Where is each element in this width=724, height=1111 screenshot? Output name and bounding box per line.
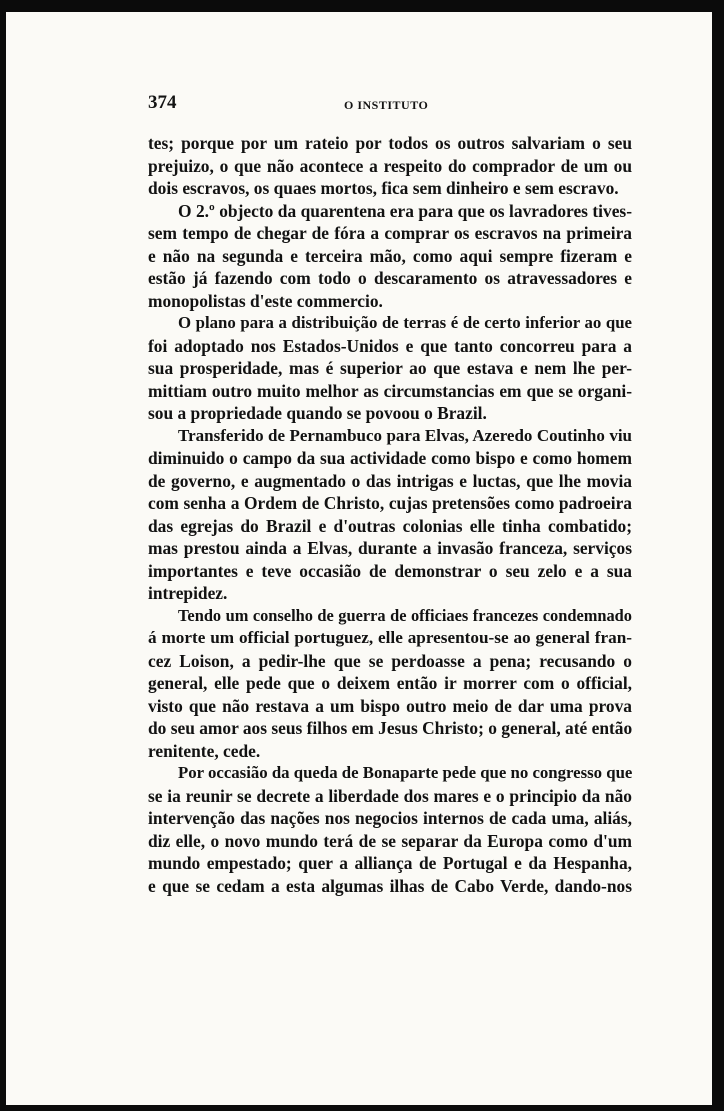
text-line: visto que não restava a um bispo outro meio de dar uma prova bbox=[148, 695, 632, 716]
text-line: e não na segunda e terceira mão, como aqui sempre fizeram e bbox=[148, 245, 632, 266]
text-line: e que se cedam a esta algumas ilhas de Cabo Verde, dando-nos bbox=[148, 875, 632, 896]
text-line: mittiam outro muito melhor as circumstancias em que se organi- bbox=[148, 380, 632, 401]
text-line: sua prosperidade, mas é superior ao que estava e nem lhe per- bbox=[148, 358, 632, 378]
text-line: mundo empestado; quer a alliança de Portugal e da Hespanha, bbox=[148, 853, 632, 873]
text-line: do seu amor aos seus filhos em Jesus Christo; o general, até então bbox=[148, 718, 633, 738]
text-line: monopolistas d'este commercio. bbox=[148, 290, 383, 311]
text-line: diz elle, o novo mundo terá de se separar da Europa como d'um bbox=[148, 830, 632, 851]
text-line: Transferido de Pernambuco para Elvas, Azeredo Coutinho viu bbox=[178, 425, 632, 445]
text-line: das egrejas do Brazil e d'outras colonias elle tinha combatido; bbox=[148, 515, 632, 536]
page-number: 374 bbox=[148, 92, 177, 113]
text-line: Tendo um conselho de guerra de officiaes francezes condemnado bbox=[178, 605, 632, 625]
book-page bbox=[6, 12, 712, 1105]
text-line: Por occasião da queda de Bonaparte pede que no congresso que bbox=[178, 763, 633, 782]
running-title: O INSTITUTO bbox=[344, 98, 429, 112]
text-line: intervenção das nações nos negocios internos de cada uma, aliás, bbox=[148, 808, 632, 828]
text-line: sou a propriedade quando se povoou o Brazil. bbox=[148, 403, 487, 423]
text-line: foi adoptado nos Estados-Unidos e que tanto concorreu para a bbox=[148, 335, 632, 356]
text-line: se ia reunir se decrete a liberdade dos mares e o principio da não bbox=[148, 785, 632, 806]
text-line: cez Loison, a pedir-lhe que se perdoasse a pena; recusando o bbox=[148, 650, 632, 671]
text-line: importantes e teve occasião de demonstrar o seu zelo e a sua bbox=[148, 560, 632, 581]
text-line: dois escravos, os quaes mortos, fica sem dinheiro e sem escravo. bbox=[148, 178, 619, 198]
text-line: mas prestou ainda a Elvas, durante a invasão franceza, serviços bbox=[148, 538, 632, 558]
text-line: general, elle pede que o deixem então ir morrer com o official, bbox=[148, 673, 632, 693]
text-line: tes; porque por um rateio por todos os outros salvariam o seu bbox=[148, 133, 632, 153]
text-line: sem tempo de chegar de fóra a comprar os escravos na primeira bbox=[148, 223, 632, 243]
text-line: á morte um official portuguez, elle apresentou-se ao general fran- bbox=[148, 628, 632, 647]
body-text bbox=[148, 132, 632, 897]
text-line: estão já fazendo com todo o descaramento os atravessadores e bbox=[148, 268, 632, 288]
text-line: O 2.º objecto da quarentena era para que os lavradores tives- bbox=[178, 200, 632, 221]
text-line: diminuido o campo da sua actividade como bispo e como homem bbox=[148, 448, 632, 468]
text-line: renitente, cede. bbox=[148, 740, 261, 761]
text-line: de governo, e augmentado o das intrigas e luctas, que lhe movia bbox=[148, 470, 632, 491]
text-line: prejuizo, o que não acontece a respeito do comprador de um ou bbox=[148, 155, 632, 176]
text-line: O plano para a distribuição de terras é de certo inferior ao que bbox=[178, 313, 632, 332]
page-header bbox=[148, 92, 632, 114]
text-line: com senha a Ordem de Christo, cujas pretensões como padroeira bbox=[148, 493, 632, 513]
text-line: intrepidez. bbox=[148, 583, 228, 603]
